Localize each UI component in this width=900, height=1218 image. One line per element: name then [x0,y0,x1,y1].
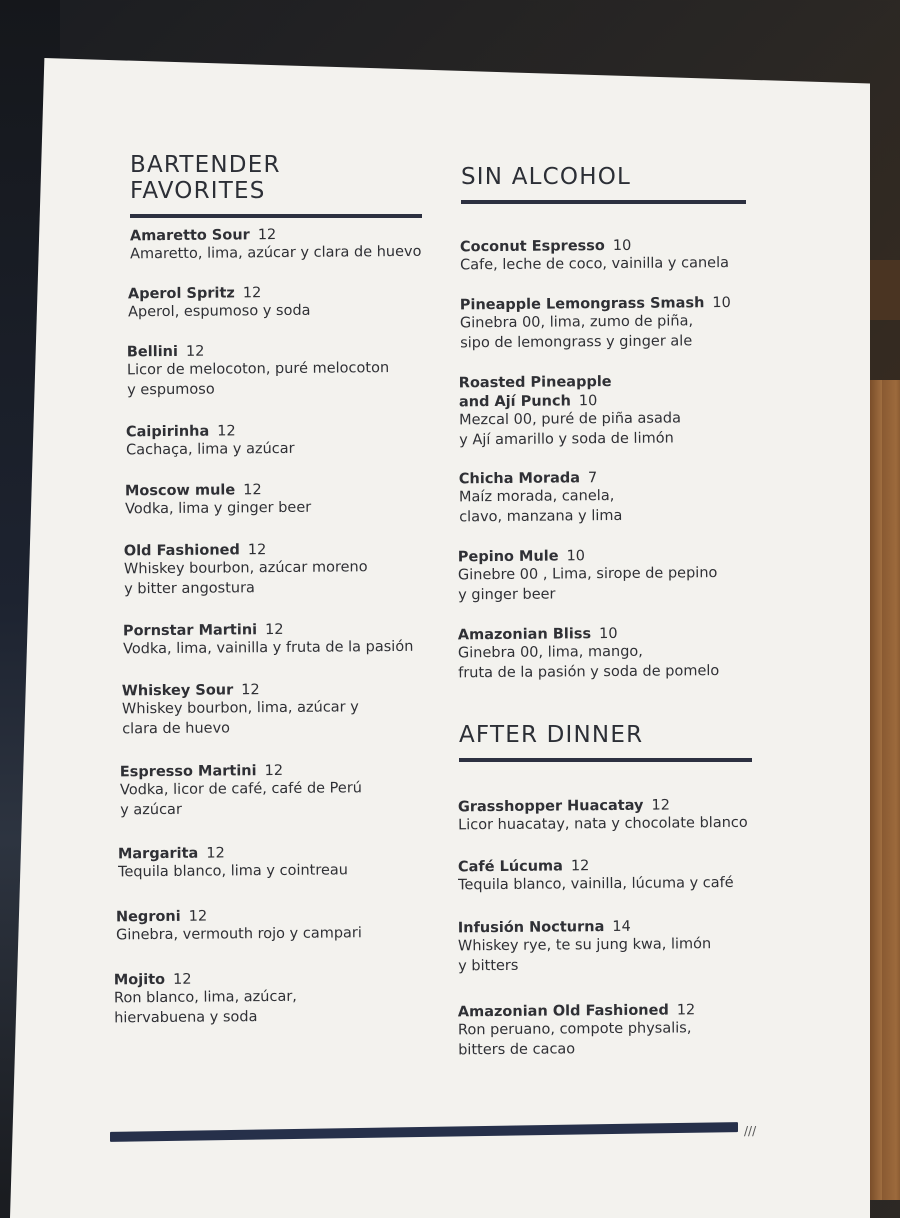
section-after-dinner [459,722,752,762]
menu-item [125,478,435,520]
menu-item [460,234,770,276]
menu-item [458,999,769,1061]
menu-item-price: 14 [612,918,631,936]
menu-item-description: y azúcar [120,801,182,819]
menu-item-description: fruta de la pasión y soda de pomelo [458,663,720,682]
menu-item-price: 12 [185,343,205,360]
menu-item-name: Whiskey Sour [121,682,234,700]
menu-item-price: 12 [217,423,236,440]
menu-item-name: Pepino Mule [457,548,559,566]
menu-item-price: 12 [173,971,192,988]
menu-item-name: Infusión Nocturna [457,919,605,937]
menu-item [130,223,440,265]
section-heading: AFTER DINNER [459,722,644,748]
menu-item-name: Negroni [115,908,181,926]
menu-item [124,538,435,600]
section-rule [130,214,422,218]
menu-item [459,370,770,451]
menu-item [122,678,433,740]
menu-item-description: Licor de melocoton, puré melocoton [126,360,390,379]
menu-item-title [460,292,770,314]
menu-item-name: Caipirinha [125,423,210,441]
menu-item-description: Whiskey bourbon, azúcar moreno [123,559,368,578]
menu-item-price: 10 [578,393,598,410]
menu-item-description: y espumoso [127,381,215,399]
menu-item-price: 12 [570,858,590,875]
menu-item-description: Cachaça, lima y azúcar [126,440,295,459]
menu-item-description: Maíz morada, canela, [458,487,615,506]
menu-item-price: 10 [598,625,618,643]
menu-item-name: Margarita [117,845,199,863]
menu-item-name: Bellini [126,343,179,361]
menu-item-price: 12 [651,797,670,814]
menu-item-price: 10 [612,237,632,255]
menu-item-description: bitters de cacao [458,1041,576,1059]
menu-item-name: Café Lúcuma [457,858,563,876]
menu-item [458,854,768,896]
menu-item-price: 10 [712,294,731,312]
menu-item-name: Pornstar Martini [122,622,258,640]
menu-item [458,622,769,684]
menu-item-price: 7 [587,470,598,487]
menu-item-description: y bitter angostura [124,580,255,598]
menu-item-description: Cafe, leche de coco, vainilla y canela [460,255,730,274]
menu-item-price: 12 [257,227,277,244]
menu-item-name: Coconut Espresso [459,238,605,256]
menu-item-price: 12 [242,285,262,302]
menu-item-price: 12 [188,908,208,925]
section-sin-alcohol [461,164,746,204]
menu-item-name: Aperol Spritz [127,285,235,303]
menu-item [458,794,768,836]
menu-item-description: Ginebra 00, lima, mango, [457,643,643,662]
menu-item-price: 12 [265,621,284,639]
menu-item-description: clavo, manzana y lima [459,507,623,526]
menu-item-name: Espresso Martini [119,763,257,781]
menu-item [459,466,770,528]
menu-item-description: hiervabuena y soda [114,1009,258,1027]
menu-item-description: Vodka, lima, vainilla y fruta de la pasión [123,638,414,658]
menu-item-description: Aperol, espumoso y soda [128,302,311,321]
menu-item [126,419,436,461]
menu-item [114,967,425,1029]
menu-item-description: Mezcal 00, puré de piña asada [459,410,681,429]
menu-item-price: 12 [206,845,225,862]
menu-item-name: Amaretto Sour [129,227,250,245]
menu-item-price: 12 [243,482,262,499]
menu-item-description: Vodka, licor de café, café de Perú [119,780,363,799]
menu-item [123,618,433,660]
menu-item-name: Roasted Pineapple [458,374,612,392]
menu-item-description: sipo de lemongrass y ginger ale [460,333,693,352]
menu-item-price: 12 [247,542,267,559]
menu-item-price: 12 [264,762,284,780]
menu-item-description: y bitters [458,957,519,975]
menu-item [127,339,438,401]
menu-item-description: Tequila blanco, vainilla, lúcuma y café [458,874,734,894]
menu-item-name: Amazonian Old Fashioned [457,1002,669,1021]
section-rule [459,758,752,762]
menu-item [460,292,771,354]
menu-item-name: Chicha Morada [458,470,581,488]
menu-item-description: clara de huevo [122,720,231,738]
menu-item-price: 12 [676,1002,696,1019]
menu-item [458,915,769,977]
menu-item-description: Amaretto, lima, azúcar y clara de huevo [130,243,422,263]
menu-item-description: Whiskey rye, te su jung kwa, limón [457,936,712,955]
menu-item [120,759,431,821]
menu-item-name: Amazonian Bliss [457,626,592,644]
menu-item-name: Mojito [113,971,166,989]
menu-item-name: Pineapple Lemongrass Smash [459,295,705,314]
menu-item [458,544,769,606]
section-rule [461,200,746,204]
section-heading: SIN ALCOHOL [461,164,632,190]
menu-item-description: Whiskey bourbon, lima, azúcar y [121,699,359,718]
menu-item-description: Tequila blanco, lima y cointreau [118,862,349,881]
menu-item-description: Vodka, lima y ginger beer [125,499,312,518]
menu-item-description: y ginger beer [458,586,556,604]
section-bartender-favorites [130,152,422,218]
section-heading: BARTENDER FAVORITES [130,152,281,204]
menu-item-description: Ron blanco, lima, azúcar, [113,988,297,1007]
menu-item-name: Moscow mule [124,482,236,500]
menu-item [116,904,426,946]
menu-item-description: Ginebra, vermouth rojo y campari [116,925,362,944]
menu-item-name: Grasshopper Huacatay [457,797,644,816]
menu-item-description: Ginebra 00, lima, zumo de piña, [459,313,694,332]
menu-item-name: Old Fashioned [123,542,240,560]
menu-item-description: Ron peruano, compote physalis, [457,1020,692,1039]
menu-item-description: Ginebre 00 , Lima, sirope de pepino [457,565,718,584]
menu-item [128,281,438,323]
menu-item-description: Licor huacatay, nata y chocolate blanco [458,814,748,834]
menu-item-name-cont: and Ají Punch [458,393,571,411]
menu-item [118,841,428,883]
footer-mark: /// [744,1124,757,1138]
menu-item-description: y Ají amarillo y soda de limón [459,430,674,449]
menu-item-price: 10 [566,548,586,565]
menu-item-price: 12 [241,682,260,699]
